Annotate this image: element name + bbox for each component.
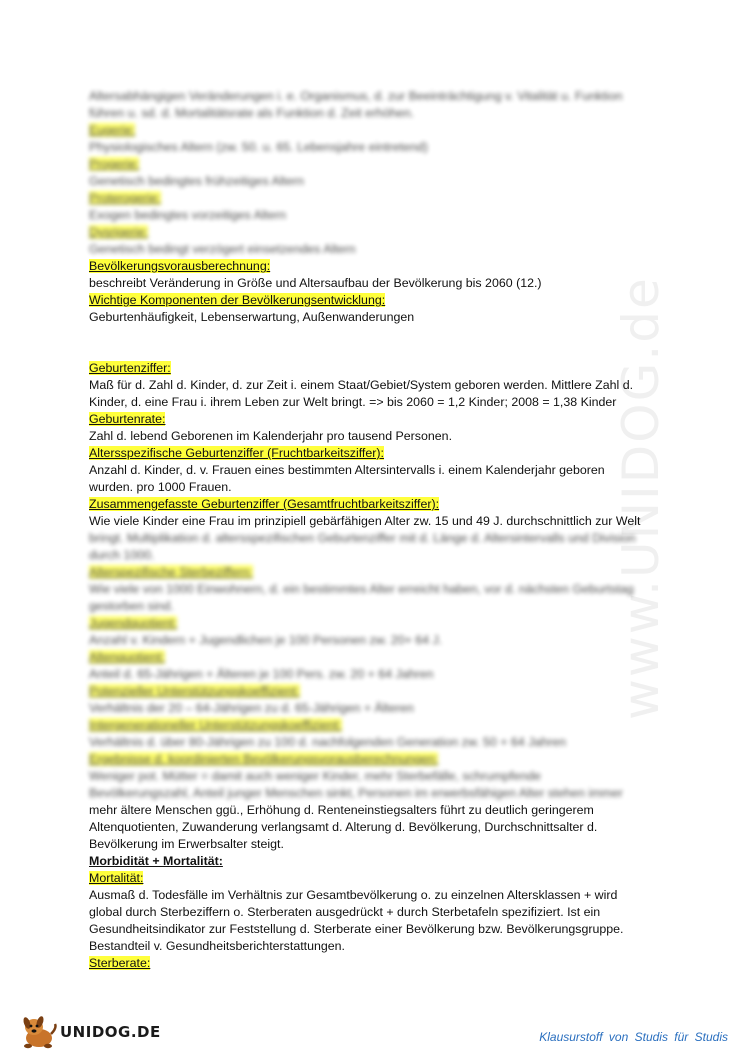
text-line: Weniger pot. Mütter = damit auch weniger Kinder, mehr Sterbefälle, schrumpfende: [89, 769, 541, 783]
section-heading: Zusammengefasste Geburtenziffer (Gesamtfruchtbarkeitsziffer):: [89, 497, 440, 511]
text-line: Anzahl d. Kinder, d. v. Frauen eines bestimmten Altersintervalls i. einem Kalenderjahr geboren: [89, 463, 605, 477]
text-line: durch 1000.: [89, 548, 155, 562]
text-line: Ausmaß d. Todesfälle im Verhältnis zur Gesamtbevölkerung o. zu einzelnen Altersklassen + wird: [89, 888, 618, 902]
text-line: Anteil d. 65-Jährigen + Älteren je 100 Pers. zw. 20 + 64 Jahren: [89, 667, 434, 681]
dog-icon: [20, 1014, 58, 1050]
text-line: Bestandteil v. Gesundheitsberichterstattungen.: [89, 939, 345, 953]
text-line: Altersabhängigen Veränderungen i. e. Organismus, d. zur Beeinträchtigung v. Vitalität u. Funktion: [89, 89, 623, 103]
section-heading: Altenquotient:: [89, 650, 165, 664]
text-line: Anzahl v. Kindern + Jugendlichen je 100 Personen zw. 20+ 64 J.: [89, 633, 443, 647]
text-line: Physiologisches Altern (zw. 50. u. 65. Lebensjahre eintretend): [89, 140, 428, 154]
text-line: führen u. sd. d. Mortalitätsrate als Funktion d. Zeit erhöhen.: [89, 106, 415, 120]
section-heading: Proterogerie:: [89, 191, 161, 205]
section-heading: Jugendquotient:: [89, 616, 178, 630]
footer-logo[interactable]: [20, 1012, 161, 1052]
text-line: Bevölkerungszahl, Anteil junger Menschen sinkt, Personen im erwerbsfähigen Alter stehen immer: [89, 786, 623, 800]
text-line: Gesundheitsindikator zur Feststellung d. Sterberate einer Bevölkerung bzw. Bevölkerungsgruppe.: [89, 922, 624, 936]
section-heading: Wichtige Komponenten der Bevölkerungsentwicklung:: [89, 293, 386, 307]
text-line: Bevölkerung im Erwerbsalter steigt.: [89, 837, 284, 851]
section-heading: Intergenerationeller Unterstützungskoeffizient:: [89, 718, 342, 732]
text-line: Geburtenhäufigkeit, Lebenserwartung, Außenwanderungen: [89, 310, 415, 324]
blurred-top-block: [89, 88, 669, 258]
text-line: Verhältnis der 20 – 64-Jährigen zu d. 65-Jährigen + Älteren: [89, 701, 414, 715]
text-line: Verhältnis d. über 80-Jährigen zu 100 d. nachfolgenden Generation zw. 50 + 64 Jahren: [89, 735, 567, 749]
logo-text: UNIDOG.DE: [60, 1023, 161, 1041]
section-heading: Eugerie:: [89, 123, 136, 137]
section-heading: Altersspezifische Geburtenziffer (Fruchtbarkeitsziffer):: [89, 446, 384, 460]
section-heading: Sterberate:: [89, 956, 151, 970]
text-line: Genetisch bedingt verzögert einsetzendes Altern: [89, 242, 356, 256]
text-line: Zahl d. lebend Geborenen im Kalenderjahr pro tausend Personen.: [89, 429, 453, 443]
text-line: Exogen bedingtes vorzeitiges Altern: [89, 208, 286, 222]
text-line: wurden. pro 1000 Frauen.: [89, 480, 232, 494]
text-line: beschreibt Veränderung in Größe und Altersaufbau der Bevölkerung bis 2060 (12.): [89, 276, 542, 290]
section-heading: Dysrigerie:: [89, 225, 149, 239]
text-line: Altenquotienten, Zuwanderung verlangsamt d. Alterung d. Bevölkerung, Durchschnittsalter d.: [89, 820, 598, 834]
section-heading: Bevölkerungsvorausberechnung:: [89, 259, 271, 273]
text-line: Wie viele Kinder eine Frau im prinzipiell gebärfähigen Alter zw. 15 und 49 J. durchschnittlich zur Welt: [89, 514, 641, 528]
bold-heading: Morbidität + Mortalität:: [89, 854, 223, 868]
section-heading: Ergebnisse d. koordinierten Bevölkerungsvorausberechnungen:: [89, 752, 439, 766]
text-line: mehr ältere Menschen ggü., Erhöhung d. Renteneinstiegsalters führt zu deutlich geringerem: [89, 803, 594, 817]
text-line: Wie viele von 1000 Einwohnern, d. ein bestimmtes Alter erreicht haben, vor d. nächsten Geburtstag: [89, 582, 634, 596]
section-heading: Geburtenziffer:: [89, 361, 171, 375]
section-heading: Geburtenrate:: [89, 412, 166, 426]
section-heading: Mortalität:: [89, 871, 144, 885]
text-line: gestorben sind.: [89, 599, 174, 613]
text-line: Genetisch bedingtes frühzeitiges Altern: [89, 174, 304, 188]
watermark: www.UNIDOG.de: [612, 276, 670, 720]
section-heading: Progerie:: [89, 157, 140, 171]
text-line: Kinder, d. eine Frau i. ihrem Leben zur Welt bringt. => bis 2060 = 1,2 Kinder; 2008 = 1,38 Kinder: [89, 395, 617, 409]
text-line: Maß für d. Zahl d. Kinder, d. zur Zeit i. einem Staat/Gebiet/System geboren werden. Mittlere Zahl d.: [89, 378, 634, 392]
text-line: bringt. Multiplikation d. altersspezifischen Geburtenziffer mit d. Länge d. Altersintervalls und Division: [89, 531, 636, 545]
text-line: global durch Sterbeziffern o. Sterberaten ausgedrückt + durch Sterbetafeln spezifiziert. Ist ein: [89, 905, 601, 919]
section-heading: Alterspezifische Sterbeziffern:: [89, 565, 253, 579]
blurred-mid-block: [89, 530, 669, 802]
footer-tagline: Klausurstoff von Studis für Studis: [539, 1030, 728, 1044]
document-body: [89, 88, 669, 972]
section-heading: Potenzieller Unterstützungskoeffizient:: [89, 684, 300, 698]
